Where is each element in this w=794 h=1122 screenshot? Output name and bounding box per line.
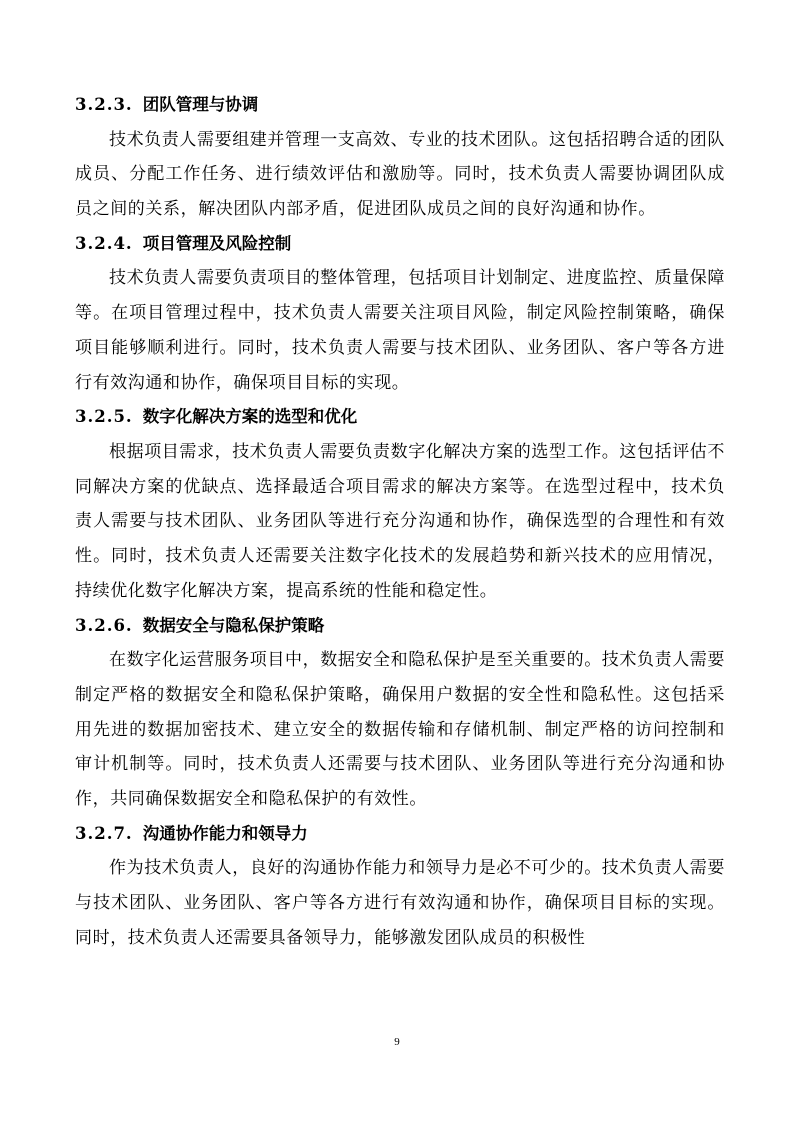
section-heading xyxy=(75,88,725,123)
section-paragraph: 技术负责人需要组建并管理一支高效、专业的技术团队。这包括招聘合适的团队成员、分配工作任务、进行绩效评估和激励等。同时，技术负责人需要协调团队成员之间的关系，解决团队内部矛盾，促进团队成员之间的良好沟通和协作。 xyxy=(75,129,725,220)
page-content xyxy=(75,88,725,956)
section-3-2-6 xyxy=(75,609,725,817)
section-number: 3.2.3. xyxy=(75,95,133,114)
section-paragraph: 根据项目需求，技术负责人需要负责数字化解决方案的选型工作。这包括评估不同解决方案的优缺点、选择最适合项目需求的解决方案等。在选型过程中，技术负责人需要与技术团队、业务团队等进行充分沟通和协作，确保选型的合理性和有效性。同时，技术负责人还需要关注数字化技术的发展趋势和新兴技术的应用情况，持续优化数字化解决方案，提高系统的性能和稳定性。 xyxy=(75,441,725,601)
section-paragraph: 在数字化运营服务项目中，数据安全和隐私保护是至关重要的。技术负责人需要制定严格的数据安全和隐私保护策略，确保用户数据的安全性和隐私性。这包括采用先进的数据加密技术、建立安全的数据传输和存储机制、制定严格的访问控制和审计机制等。同时，技术负责人还需要与技术团队、业务团队等进行充分沟通和协作，共同确保数据安全和隐私保护的有效性。 xyxy=(75,650,725,809)
section-title: 项目管理及风险控制 xyxy=(142,233,292,253)
section-number: 3.2.5. xyxy=(75,407,133,427)
section-heading xyxy=(75,817,725,852)
section-title: 数据安全与隐私保护策略 xyxy=(142,615,325,635)
section-heading xyxy=(75,609,725,644)
section-paragraph: 技术负责人需要负责项目的整体管理，包括项目计划制定、进度监控、质量保障等。在项目管理过程中，技术负责人需要关注项目风险，制定风险控制策略，确保项目能够顺利进行。同时，技术负责人需要与技术团队、业务团队、客户等各方进行有效沟通和协作，确保项目目标的实现。 xyxy=(75,268,725,393)
section-title: 沟通协作能力和领导力 xyxy=(142,823,308,843)
section-3-2-5 xyxy=(75,400,725,608)
section-number: 3.2.4. xyxy=(75,233,133,253)
page-number: 9 xyxy=(394,1036,400,1048)
section-heading xyxy=(75,227,725,262)
section-3-2-7 xyxy=(75,817,725,956)
section-3-2-4 xyxy=(75,227,725,401)
section-3-2-3 xyxy=(75,88,725,227)
section-paragraph: 作为技术负责人，良好的沟通协作能力和领导力是必不可少的。技术负责人需要与技术团队、业务团队、客户等各方进行有效沟通和协作，确保项目目标的实现。同时，技术负责人还需要具备领导力，能够激发团队成员的积极性 xyxy=(75,858,725,948)
section-heading xyxy=(75,400,725,435)
section-title: 团队管理与协调 xyxy=(142,95,259,114)
section-number: 3.2.7. xyxy=(75,823,133,843)
section-title: 数字化解决方案的选型和优化 xyxy=(142,407,358,427)
section-number: 3.2.6. xyxy=(75,615,133,635)
